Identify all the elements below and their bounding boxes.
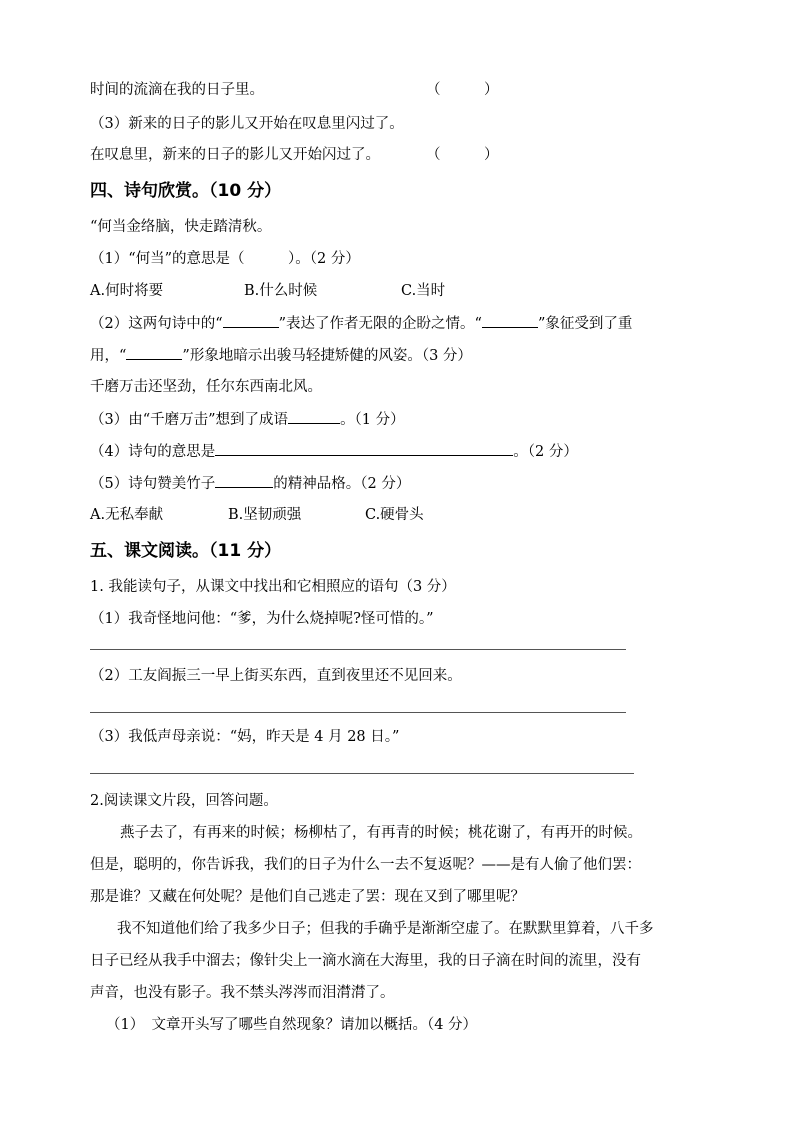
text: 。（1 分） — [340, 412, 405, 428]
text: （2）这两句诗中的“ — [90, 316, 223, 332]
text: 的精神品格。（2 分） — [273, 476, 411, 492]
sentence-3: （3）我低声母亲说：“妈，昨天是 4 月 28 日。” — [90, 729, 400, 745]
fill-blank[interactable] — [223, 313, 279, 328]
text: ”形象地暗示出骏马轻捷矫健的风姿。（3 分） — [182, 348, 472, 364]
answer-line[interactable] — [90, 649, 626, 650]
text: 用，“ — [90, 348, 127, 364]
option-c[interactable]: C.硬骨头 — [365, 507, 424, 523]
reading-subquestion-1: （1） 文章开头写了哪些自然现象？请加以概括。（4 分） — [106, 1017, 478, 1033]
passage-line: 声音，也没有影子。我不禁头涔涔而泪潸潸了。 — [90, 985, 395, 1001]
option-c[interactable]: C.当时 — [401, 283, 446, 299]
fill-blank[interactable] — [215, 441, 513, 456]
question-3-3: （3）新来的日子的影儿又开始在叹息里闪过了。 — [90, 116, 404, 132]
option-a[interactable]: A.何时将要 — [90, 283, 164, 299]
poem-question-2-line-2 — [90, 345, 472, 366]
sentence-line: 在叹息里，新来的日子的影儿又开始闪过了。 — [90, 147, 380, 163]
poem-question-1: （1）“何当”的意思是（ ）。（2 分） — [90, 251, 360, 267]
sentence-1: （1）我奇怪地问他：“爹，为什么烧掉呢?怪可惜的。” — [90, 611, 434, 627]
poem-question-3 — [90, 409, 405, 430]
answer-line[interactable] — [90, 773, 634, 774]
section-4-title: 四、诗句欣赏。（10 分） — [90, 181, 282, 201]
passage-line: 我不知道他们给了我多少日子；但我的手确乎是渐渐空虚了。在默默里算着，八千多 — [117, 921, 654, 937]
passage-line: 燕子去了，有再来的时候；杨柳枯了，有再青的时候；桃花谢了，有再开的时候。 — [120, 825, 642, 841]
passage-line: 日子已经从我手中溜去；像针尖上一滴水滴在大海里，我的日子滴在时间的流里，没有 — [90, 953, 641, 969]
section-5-title: 五、课文阅读。（11 分） — [90, 541, 282, 561]
option-b[interactable]: B.坚韧顽强 — [228, 507, 302, 523]
text: （4）诗句的意思是 — [90, 444, 216, 460]
answer-parentheses[interactable]: （ ） — [426, 82, 499, 98]
text: 。（2 分） — [513, 444, 578, 460]
poem-line-1: “何当金络脑，快走踏清秋。 — [90, 219, 272, 235]
text: （5）诗句赞美竹子 — [90, 476, 216, 492]
sentence-2: （2）工友阎振三一早上街买东西，直到夜里还不见回来。 — [90, 668, 462, 684]
poem-question-5 — [90, 473, 410, 494]
poem-question-2-line-1 — [90, 313, 632, 334]
text: ”表达了作者无限的企盼之情。“ — [278, 316, 482, 332]
text: （3）由“千磨万击”想到了成语 — [90, 412, 289, 428]
answer-parentheses[interactable]: （ ） — [426, 147, 499, 163]
fill-blank[interactable] — [215, 473, 273, 488]
poem-question-4 — [90, 441, 578, 462]
reading-question-1: 1. 我能读句子，从课文中找出和它相照应的语句（3 分） — [90, 579, 456, 595]
fill-blank[interactable] — [482, 313, 538, 328]
fill-blank[interactable] — [288, 409, 340, 424]
poem-line-2: 千磨万击还坚劲，任尔东西南北风。 — [90, 379, 322, 395]
passage-line: 但是，聪明的，你告诉我，我们的日子为什么一去不复返呢？——是有人偷了他们罢： — [90, 857, 641, 873]
text: ”象征受到了重 — [537, 316, 633, 332]
option-a[interactable]: A.无私奉献 — [90, 507, 164, 523]
option-b[interactable]: B.什么时候 — [244, 283, 318, 299]
reading-question-2: 2.阅读课文片段，回答问题。 — [90, 793, 278, 809]
fill-blank[interactable] — [126, 345, 182, 360]
passage-line: 那是谁？又藏在何处呢？是他们自己逃走了罢：现在又到了哪里呢？ — [90, 889, 525, 905]
sentence-line: 时间的流滴在我的日子里。 — [90, 82, 264, 98]
answer-line[interactable] — [90, 712, 626, 713]
